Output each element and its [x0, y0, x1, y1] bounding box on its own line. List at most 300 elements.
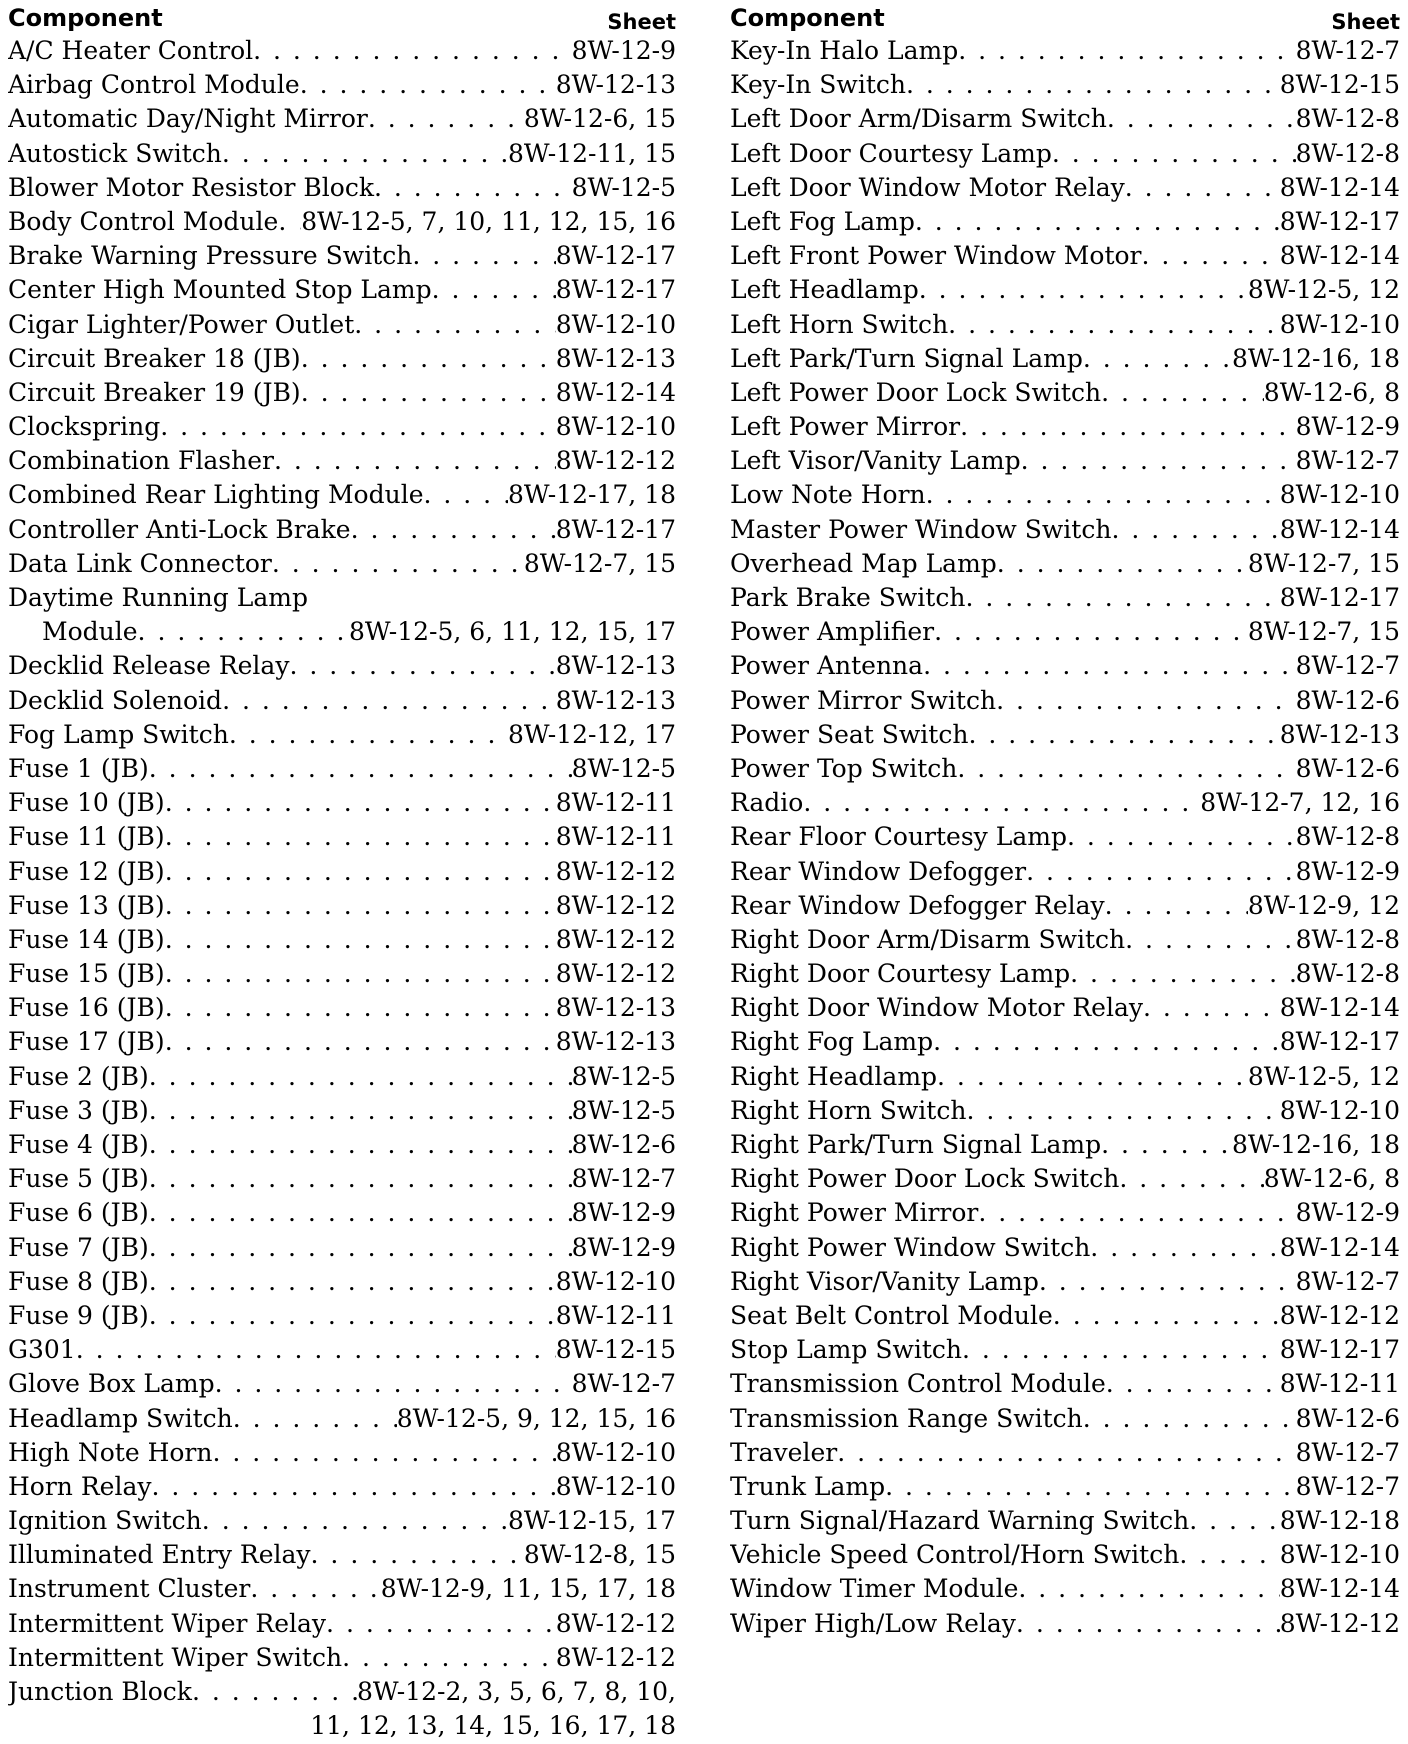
- index-row: [730, 1504, 1400, 1538]
- sheet-reference: 8W-12-2, 3, 5, 6, 7, 8, 10,: [356, 1677, 676, 1706]
- sheet-reference: 8W-12-12: [555, 446, 676, 476]
- sheet-reference: 8W-12-5: [571, 1095, 676, 1125]
- dot-leader: [202, 1504, 508, 1538]
- sheet-reference: 8W-12-13: [555, 343, 676, 373]
- component-name: Left Horn Switch: [730, 309, 949, 339]
- dot-leader: [957, 752, 1295, 786]
- index-row: [8, 1675, 676, 1709]
- dot-leader: [966, 1094, 1279, 1128]
- right-header: [730, 0, 1400, 34]
- sheet-reference: 8W-12-6, 15: [523, 104, 676, 134]
- index-row: [8, 137, 676, 171]
- component-name: Vehicle Speed Control/Horn Switch: [730, 1540, 1180, 1570]
- index-row: [730, 752, 1400, 786]
- index-row: [730, 1402, 1400, 1436]
- sheet-reference: 8W-12-10: [1279, 1095, 1400, 1125]
- dot-leader: [253, 34, 571, 68]
- sheet-reference: 8W-12-14: [1279, 241, 1400, 271]
- dot-leader: [1016, 1607, 1280, 1641]
- sheet-reference: 8W-12-16, 18: [1231, 1130, 1400, 1159]
- sheet-reference: 8W-12-9: [1295, 1198, 1400, 1228]
- sheet-reference: 8W-12-14: [1279, 172, 1400, 202]
- sheet-reference: 8W-12-12: [555, 959, 676, 989]
- index-row: [8, 1060, 676, 1094]
- index-row: [8, 718, 676, 752]
- index-row: [730, 205, 1400, 239]
- sheet-reference: 8W-12-13: [555, 685, 676, 715]
- component-name: Fuse 10 (JB): [8, 788, 165, 818]
- component-name: Combined Rear Lighting Module: [8, 480, 424, 510]
- component-name: Right Power Mirror: [730, 1198, 979, 1228]
- dot-leader: [906, 68, 1280, 102]
- dot-leader: [222, 684, 556, 718]
- dot-leader: [351, 513, 556, 547]
- component-name: Instrument Cluster: [8, 1574, 251, 1604]
- component-name: Power Mirror Switch: [730, 685, 997, 715]
- sheet-reference: 8W-12-7: [571, 1164, 676, 1194]
- sheet-reference: 8W-12-14: [1279, 514, 1400, 544]
- component-name: Illuminated Entry Relay: [8, 1540, 311, 1570]
- sheet-reference: 8W-12-9: [1295, 856, 1400, 886]
- component-name: Fuse 13 (JB): [8, 890, 165, 920]
- dot-leader: [1179, 1538, 1279, 1572]
- dot-leader: [926, 478, 1280, 512]
- sheet-header: Sheet: [607, 10, 676, 34]
- dot-leader: [301, 376, 556, 410]
- index-row: [8, 923, 676, 957]
- sheet-reference: 8W-12-11: [555, 1300, 676, 1330]
- component-name: Left Door Window Motor Relay: [730, 172, 1125, 202]
- index-row: [8, 752, 676, 786]
- component-name: Left Front Power Window Motor: [730, 241, 1142, 271]
- index-row: [730, 1162, 1400, 1196]
- sheet-reference: 8W-12-7, 15: [523, 548, 676, 578]
- dot-leader: [165, 889, 556, 923]
- sheet-reference: 8W-12-6, 8: [1263, 1164, 1400, 1194]
- component-name: Center High Mounted Stop Lamp: [8, 275, 432, 305]
- component-name: Seat Belt Control Module: [730, 1300, 1053, 1330]
- dot-leader: [149, 1196, 572, 1230]
- component-name: Power Amplifier: [730, 617, 935, 647]
- dot-leader: [919, 273, 1248, 307]
- dot-leader: [149, 1231, 572, 1265]
- dot-leader: [165, 786, 556, 820]
- index-row: [8, 273, 676, 307]
- sheet-reference: 8W-12-11: [1279, 1369, 1400, 1399]
- component-name: Clockspring: [8, 412, 161, 442]
- component-name: Window Timer Module: [730, 1574, 1019, 1604]
- dot-leader: [1125, 171, 1280, 205]
- index-row: [730, 1572, 1400, 1606]
- dot-leader: [149, 1094, 572, 1128]
- dot-leader: [165, 855, 556, 889]
- sheet-reference: 8W-12-11: [555, 822, 676, 852]
- component-name: Power Seat Switch: [730, 719, 969, 749]
- dot-leader: [152, 1470, 556, 1504]
- sheet-reference: 8W-12-18: [1279, 1506, 1400, 1536]
- component-name: Blower Motor Resistor Block: [8, 172, 374, 202]
- index-row: [8, 684, 676, 718]
- sheet-reference: 8W-12-6, 8: [1263, 377, 1400, 407]
- index-row: [8, 547, 676, 581]
- dot-leader: [968, 718, 1279, 752]
- dot-leader: [1101, 376, 1264, 410]
- component-name: Intermittent Wiper Relay: [8, 1608, 327, 1638]
- sheet-reference: 8W-12-13: [555, 993, 676, 1023]
- component-name: Decklid Release Relay: [8, 651, 290, 681]
- dot-leader: [1021, 444, 1296, 478]
- index-row: [730, 1094, 1400, 1128]
- component-name: Radio: [730, 788, 804, 818]
- index-row: [8, 1231, 676, 1265]
- component-name: Fuse 15 (JB): [8, 959, 165, 989]
- component-name: Left Visor/Vanity Lamp: [730, 446, 1021, 476]
- index-row: [730, 1333, 1400, 1367]
- dot-leader: [885, 1470, 1295, 1504]
- index-row: [8, 68, 676, 102]
- index-row: [8, 205, 676, 239]
- index-row: [730, 923, 1400, 957]
- component-name: Daytime Running Lamp: [8, 583, 308, 612]
- dot-leader: [289, 649, 555, 683]
- sheet-reference: 8W-12-14: [1279, 1232, 1400, 1262]
- right-column: [730, 0, 1400, 1641]
- dot-leader: [342, 1641, 556, 1675]
- dot-leader: [1125, 923, 1295, 957]
- sheet-reference: 8W-12-11, 15: [507, 138, 676, 168]
- sheet-reference: 8W-12-10: [1279, 480, 1400, 510]
- sheet-reference: 8W-12-13: [555, 651, 676, 681]
- dot-leader: [1070, 957, 1295, 991]
- index-row: [8, 1333, 676, 1367]
- sheet-reference: 8W-12-12: [1279, 1608, 1400, 1638]
- sheet-reference: 8W-12-8, 15: [523, 1540, 676, 1570]
- component-name: Fuse 3 (JB): [8, 1095, 149, 1125]
- index-row: [730, 855, 1400, 889]
- dot-leader: [412, 239, 555, 273]
- sheet-reference: 8W-12-7: [1295, 651, 1400, 681]
- component-name: G301: [8, 1335, 76, 1365]
- dot-leader: [354, 308, 555, 342]
- dot-leader: [165, 820, 556, 854]
- dot-leader: [933, 1025, 1280, 1059]
- index-row: [730, 1367, 1400, 1401]
- sheet-reference: 11, 12, 13, 14, 15, 16, 17, 18: [310, 1711, 676, 1741]
- index-row: [730, 239, 1400, 273]
- component-name: Body Control Module: [8, 206, 279, 236]
- index-row: [730, 1060, 1400, 1094]
- sheet-reference: 8W-12-15, 17: [507, 1506, 676, 1536]
- component-name: Power Top Switch: [730, 753, 958, 783]
- component-name: Combination Flasher: [8, 446, 274, 476]
- component-name: Fuse 8 (JB): [8, 1266, 149, 1296]
- sheet-reference: 8W-12-13: [555, 70, 676, 100]
- index-row: [8, 1128, 676, 1162]
- sheet-reference: 8W-12-9: [1295, 412, 1400, 442]
- index-row: [8, 342, 676, 376]
- index-row: [730, 581, 1400, 615]
- index-row: [730, 889, 1400, 923]
- sheet-reference: 8W-12-16, 18: [1231, 343, 1400, 373]
- dot-leader: [432, 273, 556, 307]
- dot-leader: [229, 718, 508, 752]
- dot-leader: [837, 1436, 1295, 1470]
- dot-leader: [326, 1607, 556, 1641]
- component-name: Fuse 17 (JB): [8, 1027, 165, 1057]
- sheet-reference: 8W-12-17: [1279, 206, 1400, 236]
- component-name: Right Power Door Lock Switch: [730, 1164, 1120, 1194]
- sheet-reference: 8W-12-12: [555, 924, 676, 954]
- component-name: Stop Lamp Switch: [730, 1335, 963, 1365]
- index-row: [8, 855, 676, 889]
- sheet-reference: 8W-12-5: [571, 753, 676, 783]
- index-row: [8, 889, 676, 923]
- sheet-reference: 8W-12-9, 12: [1247, 890, 1400, 920]
- component-name: Power Antenna: [730, 651, 924, 681]
- component-name: Intermittent Wiper Switch: [8, 1642, 343, 1672]
- sheet-reference: 8W-12-10: [555, 1471, 676, 1501]
- sheet-reference: 8W-12-15: [1279, 70, 1400, 100]
- sheet-reference: 8W-12-17, 18: [507, 480, 676, 510]
- index-row: [730, 1538, 1400, 1572]
- sheet-reference: 8W-12-10: [555, 309, 676, 339]
- sheet-reference: 8W-12-17: [555, 514, 676, 544]
- sheet-reference: 8W-12-13: [555, 1027, 676, 1057]
- index-row: [8, 1504, 676, 1538]
- dot-leader: [1090, 1231, 1279, 1265]
- component-name: Park Brake Switch: [730, 583, 966, 612]
- component-name: Key-In Switch: [730, 70, 906, 100]
- index-row: [730, 1470, 1400, 1504]
- component-name: Overhead Map Lamp: [730, 548, 997, 578]
- index-row: [730, 1299, 1400, 1333]
- dot-leader: [1142, 239, 1280, 273]
- index-row: [8, 34, 676, 68]
- component-name: Automatic Day/Night Mirror: [8, 104, 368, 134]
- dot-leader: [1052, 137, 1296, 171]
- dot-leader: [374, 171, 572, 205]
- component-name: Fuse 2 (JB): [8, 1061, 149, 1091]
- dot-leader: [1101, 1128, 1232, 1162]
- dot-leader: [165, 991, 556, 1025]
- dot-leader: [149, 1299, 556, 1333]
- sheet-reference: 8W-12-7, 12, 16: [1200, 788, 1400, 818]
- component-name: Left Fog Lamp: [730, 206, 915, 236]
- index-row: [730, 171, 1400, 205]
- component-name: Right Door Courtesy Lamp: [730, 959, 1071, 989]
- sheet-reference: 8W-12-17: [555, 275, 676, 305]
- component-name: Wiper High/Low Relay: [730, 1608, 1016, 1638]
- sheet-reference: 8W-12-17: [1279, 583, 1400, 612]
- dot-leader: [1083, 1402, 1296, 1436]
- sheet-reference: 8W-12-14: [1279, 1574, 1400, 1604]
- dot-leader: [138, 615, 349, 649]
- index-row: [8, 102, 676, 136]
- index-row: [730, 1231, 1400, 1265]
- component-name: Right Visor/Vanity Lamp: [730, 1266, 1039, 1296]
- component-name: Fuse 11 (JB): [8, 822, 165, 852]
- sheet-header: Sheet: [1331, 10, 1400, 34]
- dot-leader: [300, 68, 556, 102]
- index-row: [8, 1162, 676, 1196]
- sheet-reference: 8W-12-7: [1295, 446, 1400, 476]
- index-row: [730, 376, 1400, 410]
- component-name: Left Power Door Lock Switch: [730, 377, 1102, 407]
- index-row: [8, 1025, 676, 1059]
- dot-leader: [1143, 991, 1280, 1025]
- dot-leader: [1105, 889, 1248, 923]
- index-row: [8, 444, 676, 478]
- index-row: [730, 478, 1400, 512]
- dot-leader: [1039, 1265, 1296, 1299]
- index-row: [730, 1196, 1400, 1230]
- sheet-reference: 8W-12-8: [1295, 924, 1400, 954]
- dot-leader: [948, 308, 1280, 342]
- index-row: [730, 410, 1400, 444]
- sheet-reference: 8W-12-10: [555, 412, 676, 442]
- dot-leader: [1018, 1572, 1279, 1606]
- sheet-reference: 8W-12-14: [555, 377, 676, 407]
- dot-leader: [149, 1060, 572, 1094]
- component-name: Fuse 12 (JB): [8, 856, 165, 886]
- component-name: Master Power Window Switch: [730, 514, 1112, 544]
- index-row: [8, 1641, 676, 1675]
- dot-leader: [274, 444, 556, 478]
- component-name: Left Door Arm/Disarm Switch: [730, 104, 1107, 134]
- dot-leader: [1106, 1367, 1280, 1401]
- index-row: [8, 1299, 676, 1333]
- index-row: [730, 513, 1400, 547]
- dot-leader: [165, 957, 556, 991]
- index-row: [8, 1196, 676, 1230]
- dot-leader: [1026, 855, 1296, 889]
- sheet-reference: 8W-12-6: [1295, 753, 1400, 783]
- dot-leader: [1119, 1162, 1263, 1196]
- dot-leader: [311, 1538, 524, 1572]
- sheet-reference: 8W-12-7: [1295, 1266, 1400, 1296]
- index-row: [730, 444, 1400, 478]
- sheet-reference: 8W-12-12: [555, 1642, 676, 1672]
- component-name: Fuse 16 (JB): [8, 993, 165, 1023]
- dot-leader: [1111, 513, 1279, 547]
- sheet-reference: 8W-12-10: [555, 1266, 676, 1296]
- sheet-reference: 8W-12-7, 15: [1247, 548, 1400, 578]
- index-row: [8, 1470, 676, 1504]
- component-name: Horn Relay: [8, 1471, 152, 1501]
- component-name: Data Link Connector: [8, 548, 272, 578]
- sheet-reference: 8W-12-10: [1279, 1540, 1400, 1570]
- component-name: Transmission Control Module: [730, 1369, 1106, 1399]
- component-header: Component: [730, 4, 885, 32]
- index-row: [8, 820, 676, 854]
- component-name: Traveler: [730, 1437, 838, 1467]
- sheet-reference: 8W-12-9: [571, 1198, 676, 1228]
- index-row: [8, 513, 676, 547]
- sheet-reference: 8W-12-12: [555, 890, 676, 920]
- index-row: [730, 1265, 1400, 1299]
- sheet-reference: 8W-12-5, 12: [1247, 275, 1400, 305]
- sheet-reference: 8W-12-8: [1295, 104, 1400, 134]
- index-row: [730, 684, 1400, 718]
- component-name: A/C Heater Control: [8, 36, 254, 65]
- dot-leader: [934, 615, 1248, 649]
- sheet-reference: 8W-12-5: [571, 1061, 676, 1091]
- sheet-reference: 8W-12-12: [555, 856, 676, 886]
- index-row: [8, 308, 676, 342]
- component-name: Transmission Range Switch: [730, 1403, 1083, 1433]
- component-name: Cigar Lighter/Power Outlet: [8, 309, 355, 339]
- component-name: Right Door Arm/Disarm Switch: [730, 924, 1126, 954]
- index-row: [8, 649, 676, 683]
- index-row: [8, 478, 676, 512]
- dot-leader: [165, 1025, 556, 1059]
- index-row: [730, 615, 1400, 649]
- dot-leader: [149, 1162, 572, 1196]
- sheet-reference: 8W-12-6: [1295, 685, 1400, 715]
- left-column: [8, 0, 676, 1743]
- index-row: [730, 1436, 1400, 1470]
- index-row: [8, 1572, 676, 1606]
- index-row: [8, 1538, 676, 1572]
- index-row: [8, 1367, 676, 1401]
- sheet-reference: 8W-12-10: [555, 1437, 676, 1467]
- component-name: Left Power Mirror: [730, 412, 961, 442]
- sheet-reference: 8W-12-12, 17: [507, 719, 676, 749]
- index-row: [8, 991, 676, 1025]
- component-name: Fuse 7 (JB): [8, 1232, 149, 1262]
- dot-leader: [149, 752, 572, 786]
- index-row: [730, 68, 1400, 102]
- dot-leader: [149, 1265, 556, 1299]
- component-name: Right Door Window Motor Relay: [730, 993, 1144, 1023]
- dot-leader: [250, 1572, 380, 1606]
- sheet-reference: 8W-12-9, 11, 15, 17, 18: [380, 1574, 676, 1604]
- dot-leader: [965, 581, 1279, 615]
- left-index-list: [8, 34, 676, 1743]
- sheet-reference: 8W-12-5, 12: [1247, 1061, 1400, 1091]
- component-name: Brake Warning Pressure Switch: [8, 241, 413, 271]
- dot-leader: [996, 684, 1296, 718]
- component-name: Fuse 14 (JB): [8, 924, 165, 954]
- sheet-reference: 8W-12-9: [571, 1232, 676, 1262]
- component-name: Controller Anti-Lock Brake: [8, 514, 351, 544]
- sheet-reference: 8W-12-15: [555, 1335, 676, 1365]
- sheet-reference: 8W-12-10: [1279, 309, 1400, 339]
- dot-leader: [1067, 820, 1296, 854]
- index-row: [8, 1402, 676, 1436]
- index-row: [730, 718, 1400, 752]
- dot-leader: [915, 205, 1280, 239]
- sheet-reference: 8W-12-7: [571, 1369, 676, 1399]
- dot-leader: [1053, 1299, 1280, 1333]
- dot-leader: [958, 34, 1295, 68]
- sheet-reference: 8W-12-5, 9, 12, 15, 16: [396, 1403, 676, 1433]
- sheet-reference: 8W-12-7: [1295, 1437, 1400, 1467]
- dot-leader: [424, 478, 508, 512]
- dot-leader: [278, 205, 301, 239]
- sheet-reference: 8W-12-17: [1279, 1027, 1400, 1057]
- component-name: Circuit Breaker 18 (JB): [8, 343, 301, 373]
- component-name: Module: [42, 617, 138, 647]
- component-name: Key-In Halo Lamp: [730, 36, 959, 65]
- index-row: [730, 102, 1400, 136]
- component-name: Right Power Window Switch: [730, 1232, 1091, 1262]
- index-row: [8, 615, 676, 649]
- dot-leader: [165, 923, 556, 957]
- component-name: Rear Floor Courtesy Lamp: [730, 822, 1067, 852]
- component-name: Rear Window Defogger Relay: [730, 890, 1105, 920]
- component-name: Fuse 9 (JB): [8, 1300, 149, 1330]
